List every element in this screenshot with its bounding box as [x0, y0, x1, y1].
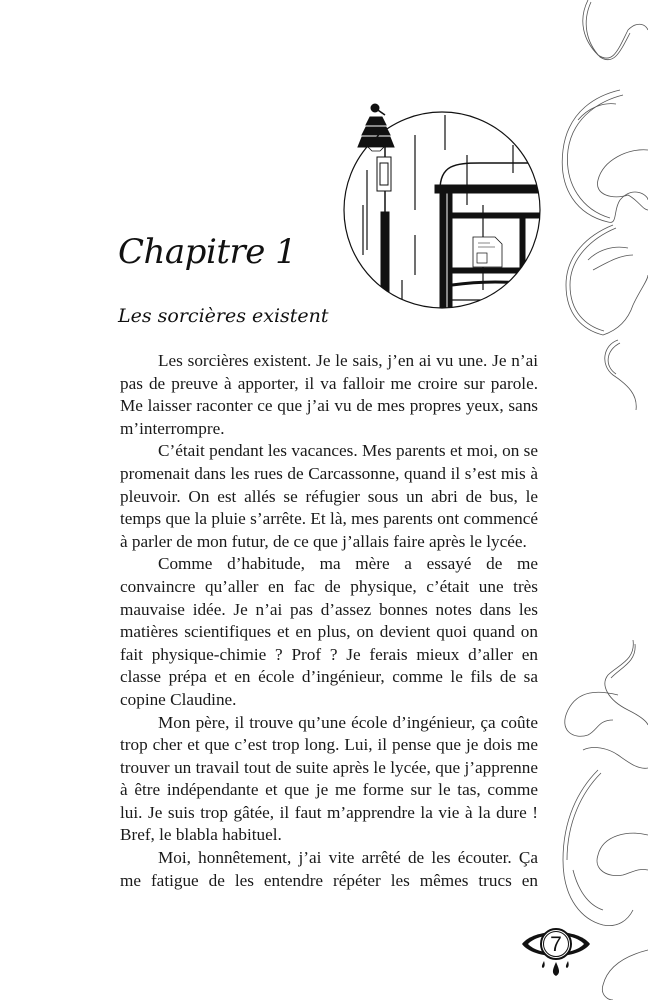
chapter-body — [120, 350, 538, 892]
paragraph: Les sorcières existent. Je le sais, j’en ai vu une. Je n’ai pas de preuve à apporter, il va falloir me croire sur parole. Me laisser raconter ce que j’ai vu de mes propres yeux, sans m’interrompre. — [120, 351, 538, 438]
chapter-subtitle: Les sorcières existent — [118, 305, 329, 327]
page-number: 7 — [550, 933, 562, 956]
lamppost-bus-shelter-illustration — [330, 95, 545, 310]
chapter-title: Chapitre 1 — [118, 232, 297, 272]
tear-drop-icon — [566, 961, 569, 968]
tear-drop-icon — [553, 962, 559, 976]
page-number-ornament — [519, 926, 593, 996]
swirl-ornament-top — [558, 0, 648, 420]
paragraph: Comme d’habitude, ma mère a essayé de me convaincre qu’aller en fac de physique, c’était une très mauvaise idée. Je n’ai pas d’assez bonnes notes dans les matières scientifiques et en plus, on devient quoi quand on fait physique-chimie ? Prof ? Je ferais mieux d’aller en classe prépa et en école d’ingénieur, comme le fils de sa copine Claudine. — [120, 554, 538, 709]
paragraph: Moi, honnêtement, j’ai vite arrêté de les écouter. Ça me fatigue de les entendre répéter les mêmes trucs en — [120, 848, 538, 890]
paragraph: Mon père, il trouve qu’une école d’ingénieur, ça coûte trop cher et que c’est trop long. Lui, il pense que je dois me trouver un travail tout de suite après le lycée, que j’apprenne à être indépendante et que je me forme sur le tas, comme lui. Je suis trop gâtée, il faut m’apprendre la vie à la dure ! Bref, le blabla habituel. — [120, 712, 538, 845]
paragraph: C’était pendant les vacances. Mes parents et moi, on se promenait dans les rues de Carcassonne, quand il s’est mis à pleuvoir. On est allés se réfugier sous un abri de bus, le temps que la pluie s’arrête. Et là, mes parents ont commencé à parler de mon futur, de ce que j’allais faire après le lycée. — [120, 441, 538, 551]
tear-drop-icon — [542, 961, 545, 968]
